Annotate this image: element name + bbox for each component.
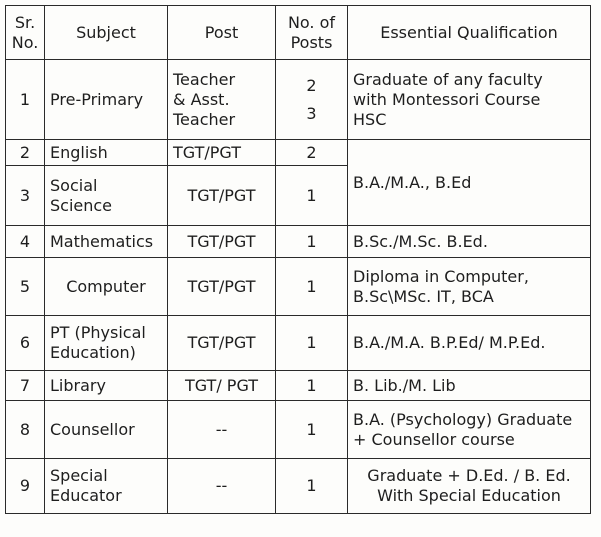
posts-cell: 2 xyxy=(276,140,348,166)
post-cell: TGT/PGT xyxy=(168,166,276,226)
table-row xyxy=(6,459,591,514)
qualification-cell: Diploma in Computer, B.Sc\MSc. IT, BCA xyxy=(348,258,591,316)
qualification-cell: Graduate of any faculty with Montessori Course HSC xyxy=(348,60,591,140)
post-cell: TGT/PGT xyxy=(168,226,276,258)
post-cell: TGT/PGT xyxy=(168,258,276,316)
posts-cell: 1 xyxy=(276,316,348,371)
post-cell: TGT/ PGT xyxy=(168,371,276,401)
posts-cell: 1 xyxy=(276,459,348,514)
table-row xyxy=(6,60,591,140)
qualification-cell: B.A. (Psychology) Graduate + Counsellor course xyxy=(348,401,591,459)
sr-cell: 1 xyxy=(6,60,45,140)
header-no-of-posts: No. of Posts xyxy=(276,6,348,60)
post-cell: -- xyxy=(168,401,276,459)
subject-cell: Mathematics xyxy=(45,226,168,258)
qualification-cell: Graduate + D.Ed. / B. Ed. With Special Education xyxy=(348,459,591,514)
table-row xyxy=(6,258,591,316)
post-cell: TGT/PGT xyxy=(168,140,276,166)
recruitment-table xyxy=(5,5,591,514)
table-row xyxy=(6,371,591,401)
sr-cell: 6 xyxy=(6,316,45,371)
post-cell: TGT/PGT xyxy=(168,316,276,371)
subject-cell: Special Educator xyxy=(45,459,168,514)
sr-cell: 9 xyxy=(6,459,45,514)
qualification-cell: B.Sc./M.Sc. B.Ed. xyxy=(348,226,591,258)
posts-cell: 2 3 xyxy=(276,60,348,140)
header-post: Post xyxy=(168,6,276,60)
posts-cell: 1 xyxy=(276,371,348,401)
subject-cell: Computer xyxy=(45,258,168,316)
subject-cell: Library xyxy=(45,371,168,401)
table-row xyxy=(6,401,591,459)
sr-cell: 7 xyxy=(6,371,45,401)
posts-cell: 1 xyxy=(276,166,348,226)
subject-cell: PT (Physical Education) xyxy=(45,316,168,371)
sr-cell: 4 xyxy=(6,226,45,258)
post-cell: -- xyxy=(168,459,276,514)
posts-cell: 1 xyxy=(276,258,348,316)
post-cell: Teacher & Asst. Teacher xyxy=(168,60,276,140)
header-row xyxy=(6,6,591,60)
table-row xyxy=(6,140,591,166)
table-row xyxy=(6,316,591,371)
header-subject: Subject xyxy=(45,6,168,60)
subject-cell: Social Science xyxy=(45,166,168,226)
subject-cell: Pre-Primary xyxy=(45,60,168,140)
subject-cell: Counsellor xyxy=(45,401,168,459)
qualification-cell: B. Lib./M. Lib xyxy=(348,371,591,401)
header-essential-qualification: Essential Qualification xyxy=(348,6,591,60)
header-sr-no: Sr. No. xyxy=(6,6,45,60)
subject-cell: English xyxy=(45,140,168,166)
qualification-cell-shared: B.A./M.A., B.Ed xyxy=(348,140,591,226)
table-row xyxy=(6,226,591,258)
qualification-cell: B.A./M.A. B.P.Ed/ M.P.Ed. xyxy=(348,316,591,371)
sr-cell: 8 xyxy=(6,401,45,459)
sr-cell: 2 xyxy=(6,140,45,166)
sr-cell: 5 xyxy=(6,258,45,316)
sr-cell: 3 xyxy=(6,166,45,226)
posts-cell: 1 xyxy=(276,401,348,459)
posts-cell: 1 xyxy=(276,226,348,258)
